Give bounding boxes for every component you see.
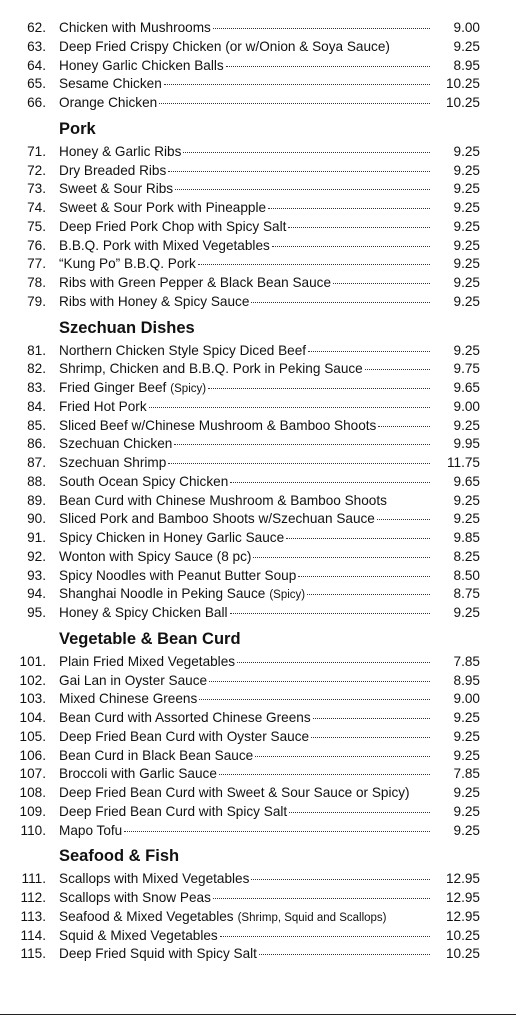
item-price: 8.95 <box>453 672 480 688</box>
menu-item-row <box>0 765 516 784</box>
dot-leader <box>286 538 430 539</box>
menu-item-row <box>0 143 516 162</box>
item-number: 113. <box>20 908 46 924</box>
item-name: Bean Curd with Chinese Mushroom & Bamboo Shoots <box>59 492 387 508</box>
item-price: 9.25 <box>453 417 480 433</box>
item-price: 9.25 <box>453 143 480 159</box>
item-price: 9.00 <box>453 691 480 707</box>
item-label <box>59 94 430 113</box>
item-price: 9.25 <box>453 38 480 54</box>
item-label <box>59 255 430 274</box>
menu-item-row <box>0 492 516 511</box>
dot-leader <box>159 103 430 104</box>
item-name: Shanghai Noodle in Peking Sauce <box>59 586 266 602</box>
item-number: 115. <box>20 946 46 962</box>
item-label <box>59 143 430 162</box>
item-price: 9.25 <box>453 511 480 527</box>
item-label <box>59 435 430 454</box>
menu-item-row <box>0 57 516 76</box>
item-name: Squid & Mixed Vegetables <box>59 927 218 943</box>
menu-item-row <box>0 529 516 548</box>
menu-item-row <box>0 454 516 473</box>
item-number: 92. <box>27 548 46 564</box>
item-name: South Ocean Spicy Chicken <box>59 473 229 489</box>
menu-item-row <box>0 417 516 436</box>
menu-item-row <box>0 803 516 822</box>
item-price: 9.25 <box>453 162 480 178</box>
menu-item-row <box>0 548 516 567</box>
menu-item-row <box>0 342 516 361</box>
dot-leader <box>230 482 430 483</box>
item-label <box>59 199 430 218</box>
item-price: 10.25 <box>445 76 480 92</box>
item-label <box>59 218 430 237</box>
menu-item-row <box>0 927 516 946</box>
item-price: 12.95 <box>445 890 480 905</box>
item-name: Dry Breaded Ribs <box>59 162 167 178</box>
menu-item-row <box>0 379 516 398</box>
menu-section <box>0 116 516 312</box>
item-name: Szechuan Shrimp <box>59 455 167 470</box>
item-number: 73. <box>27 181 46 197</box>
item-price: 9.25 <box>453 181 480 197</box>
item-name: “Kung Po” B.B.Q. Pork <box>59 256 196 272</box>
item-number: 83. <box>27 380 46 395</box>
dot-leader <box>268 208 430 209</box>
item-name: Sliced Beef w/Chinese Mushroom & Bamboo Shoots <box>59 417 377 433</box>
dot-leader <box>307 594 430 595</box>
item-label <box>59 38 430 57</box>
item-label <box>59 567 430 586</box>
dot-leader <box>208 388 430 389</box>
item-number: 78. <box>27 275 46 290</box>
item-label <box>59 747 430 766</box>
menu-item-row <box>0 75 516 94</box>
item-name: Orange Chicken <box>59 95 158 110</box>
menu-item-row <box>0 38 516 57</box>
item-price: 10.25 <box>445 946 480 962</box>
dot-leader <box>365 369 430 370</box>
item-price: 11.75 <box>446 455 480 470</box>
item-name: Deep Fried Bean Curd with Oyster Sauce <box>59 728 310 744</box>
item-price: 9.25 <box>453 710 480 725</box>
dot-leader <box>209 681 430 682</box>
item-name: Sweet & Sour Ribs <box>59 181 174 197</box>
item-label <box>59 342 430 361</box>
menu-item-row <box>0 604 516 623</box>
item-price: 8.75 <box>453 586 480 602</box>
item-price: 10.25 <box>445 927 480 943</box>
item-name: Sesame Chicken <box>59 76 162 92</box>
item-price: 9.25 <box>453 256 480 272</box>
section-heading: Seafood & Fish <box>59 847 180 866</box>
item-number: 88. <box>27 473 46 489</box>
item-label <box>59 927 430 946</box>
item-label <box>59 473 430 492</box>
dot-leader <box>183 152 430 153</box>
menu-item-row <box>0 360 516 379</box>
item-number: 110. <box>20 822 46 838</box>
item-name: Deep Fried Crispy Chicken (or w/Onion & Soya Sauce) <box>59 38 390 54</box>
item-name: Deep Fried Pork Chop with Spicy Salt <box>59 218 287 234</box>
item-number: 76. <box>27 237 46 253</box>
item-label <box>59 765 430 784</box>
menu-item-row <box>0 870 516 889</box>
item-number: 102. <box>19 672 46 688</box>
item-label <box>59 585 430 605</box>
menu-section <box>0 843 516 964</box>
item-note: (Spicy) <box>269 589 306 602</box>
dot-leader <box>289 812 430 813</box>
item-number: 93. <box>27 567 46 583</box>
item-number: 105. <box>19 728 46 744</box>
item-number: 86. <box>27 436 46 452</box>
item-number: 109. <box>19 803 46 819</box>
item-price: 12.95 <box>445 908 480 924</box>
item-price: 9.25 <box>453 275 480 290</box>
item-name: Honey Garlic Chicken Balls <box>59 57 224 73</box>
dot-leader <box>288 227 430 228</box>
section-heading: Vegetable & Bean Curd <box>59 629 241 648</box>
menu-item-row <box>0 889 516 908</box>
item-label <box>59 162 430 181</box>
item-number: 65. <box>27 76 46 92</box>
item-price: 9.25 <box>453 293 480 309</box>
item-price: 9.25 <box>453 747 480 763</box>
bottom-divider <box>0 1014 516 1015</box>
item-number: 62. <box>27 20 46 35</box>
item-number: 104. <box>19 710 46 725</box>
menu-item-row <box>0 672 516 691</box>
item-label <box>59 889 430 908</box>
dot-leader <box>251 879 430 880</box>
item-label <box>59 237 430 256</box>
item-number: 72. <box>27 162 46 178</box>
dot-leader <box>124 831 430 832</box>
item-price: 7.85 <box>453 766 480 782</box>
item-name: Sliced Pork and Bamboo Shoots w/Szechuan Sauce <box>59 511 375 527</box>
item-number: 64. <box>27 57 46 73</box>
item-name: Shrimp, Chicken and B.B.Q. Pork in Peking Sauce <box>59 361 363 377</box>
dot-leader <box>198 264 430 265</box>
dot-leader <box>378 426 430 427</box>
dot-leader <box>377 519 430 520</box>
item-price: 9.00 <box>453 20 480 35</box>
menu-item-row <box>0 784 516 803</box>
item-label <box>59 75 430 94</box>
section-heading: Pork <box>59 119 96 138</box>
item-price: 9.25 <box>453 728 480 744</box>
item-name: Spicy Noodles with Peanut Butter Soup <box>59 567 297 583</box>
item-name: Deep Fried Squid with Spicy Salt <box>59 946 257 962</box>
item-name: Gai Lan in Oyster Sauce <box>59 672 208 688</box>
item-number: 95. <box>27 605 46 620</box>
menu-item-row <box>0 473 516 492</box>
item-number: 106. <box>19 747 46 763</box>
item-name: Spicy Chicken in Honey Garlic Sauce <box>59 530 285 545</box>
item-label <box>59 454 430 473</box>
dot-leader <box>168 463 430 464</box>
item-label <box>59 180 430 199</box>
item-number: 82. <box>27 361 46 377</box>
item-number: 81. <box>27 342 46 358</box>
menu-page <box>0 19 516 964</box>
item-price: 9.25 <box>453 492 480 508</box>
item-price: 9.25 <box>453 803 480 819</box>
dot-leader <box>272 246 430 247</box>
item-label <box>59 379 430 399</box>
item-name: Bean Curd with Assorted Chinese Greens <box>59 710 311 725</box>
item-name: Fried Hot Pork <box>59 398 147 414</box>
dot-leader <box>298 576 430 577</box>
item-price: 7.85 <box>453 653 480 669</box>
dot-leader <box>308 351 430 352</box>
dot-leader <box>255 756 430 757</box>
item-number: 87. <box>27 455 46 470</box>
item-number: 111. <box>21 871 46 887</box>
item-number: 63. <box>27 38 46 54</box>
item-price: 9.00 <box>453 398 480 414</box>
item-name: Mapo Tofu <box>59 822 123 838</box>
item-price: 9.75 <box>453 361 480 377</box>
item-name: Deep Fried Bean Curd with Spicy Salt <box>59 803 288 819</box>
item-number: 89. <box>27 492 46 508</box>
menu-item-row <box>0 398 516 417</box>
item-label <box>59 529 430 548</box>
menu-item-row <box>0 567 516 586</box>
item-label <box>59 822 430 841</box>
menu-item-row <box>0 199 516 218</box>
item-price: 8.25 <box>453 548 480 564</box>
item-number: 85. <box>27 417 46 433</box>
menu-item-row <box>0 19 516 38</box>
dot-leader <box>168 171 430 172</box>
menu-item-row <box>0 585 516 604</box>
item-number: 77. <box>27 256 46 272</box>
item-name: Honey & Spicy Chicken Ball <box>59 605 228 620</box>
menu-item-row <box>0 293 516 312</box>
item-price: 8.50 <box>453 567 480 583</box>
item-label <box>59 417 430 436</box>
menu-item-row <box>0 274 516 293</box>
item-label <box>59 803 430 822</box>
item-label <box>59 784 430 803</box>
item-price: 9.25 <box>453 237 480 253</box>
item-name: Ribs with Green Pepper & Black Bean Sauce <box>59 275 332 290</box>
dot-leader <box>149 407 430 408</box>
menu-item-row <box>0 435 516 454</box>
item-label <box>59 870 430 889</box>
item-price: 9.95 <box>453 436 480 452</box>
item-price: 9.25 <box>453 822 480 838</box>
item-number: 112. <box>20 890 46 905</box>
item-number: 91. <box>27 530 46 545</box>
item-label <box>59 653 430 672</box>
item-name: Fried Ginger Beef <box>59 380 167 395</box>
menu-item-row <box>0 908 516 927</box>
item-name: Scallops with Snow Peas <box>59 890 211 905</box>
menu-item-row <box>0 709 516 728</box>
item-price: 9.25 <box>453 218 480 234</box>
item-label <box>59 510 430 529</box>
item-note: (Spicy) <box>170 383 207 395</box>
item-label <box>59 548 430 567</box>
item-price: 12.95 <box>445 871 480 887</box>
dot-leader <box>174 444 430 445</box>
dot-leader <box>230 613 431 614</box>
dot-leader <box>311 737 430 738</box>
item-number: 108. <box>19 785 46 800</box>
item-label <box>59 908 430 928</box>
item-name: Mixed Chinese Greens <box>59 691 198 707</box>
item-number: 90. <box>27 511 46 527</box>
menu-item-row <box>0 945 516 964</box>
dot-leader <box>213 28 430 29</box>
dot-leader <box>251 302 430 303</box>
menu-item-row <box>0 237 516 256</box>
item-price: 9.25 <box>453 200 480 215</box>
item-label <box>59 945 430 964</box>
item-label <box>59 398 430 417</box>
item-name: B.B.Q. Pork with Mixed Vegetables <box>59 237 270 253</box>
item-label <box>59 690 430 709</box>
item-label <box>59 360 430 379</box>
dot-leader <box>313 718 430 719</box>
dot-leader <box>213 898 430 899</box>
dot-leader <box>175 189 430 190</box>
menu-item-row <box>0 218 516 237</box>
menu-section <box>0 315 516 623</box>
item-label <box>59 709 430 728</box>
item-label <box>59 57 430 76</box>
menu-section <box>0 19 516 113</box>
item-name: Szechuan Chicken <box>59 436 173 452</box>
item-label <box>59 728 430 747</box>
item-number: 101. <box>19 653 46 669</box>
item-label <box>59 604 430 623</box>
dot-leader <box>220 936 430 937</box>
menu-item-row <box>0 690 516 709</box>
menu-item-row <box>0 747 516 766</box>
item-price: 9.25 <box>453 605 480 620</box>
item-price: 9.25 <box>453 785 480 800</box>
item-number: 107. <box>19 766 46 782</box>
dot-leader <box>259 954 430 955</box>
item-name: Scallops with Mixed Vegetables <box>59 871 250 887</box>
dot-leader <box>253 557 430 558</box>
item-number: 74. <box>27 200 46 215</box>
menu-item-row <box>0 728 516 747</box>
menu-item-row <box>0 822 516 841</box>
menu-item-row <box>0 94 516 113</box>
item-name: Wonton with Spicy Sauce (8 pc) <box>59 548 252 564</box>
item-note: (Shrimp, Squid and Scallops) <box>237 911 387 924</box>
item-name: Plain Fried Mixed Vegetables <box>59 653 236 669</box>
menu-section <box>0 626 516 841</box>
item-label <box>59 672 430 691</box>
item-number: 103. <box>19 691 46 707</box>
item-number: 94. <box>27 586 46 602</box>
dot-leader <box>164 84 430 85</box>
item-price: 9.85 <box>453 530 480 545</box>
item-number: 66. <box>27 95 46 110</box>
item-name: Ribs with Honey & Spicy Sauce <box>59 293 250 309</box>
dot-leader <box>333 283 430 284</box>
item-label <box>59 274 430 293</box>
item-name: Chicken with Mushrooms <box>59 20 211 35</box>
menu-item-row <box>0 180 516 199</box>
menu-item-row <box>0 255 516 274</box>
item-label <box>59 492 430 511</box>
item-number: 84. <box>27 398 46 414</box>
item-name: Broccoli with Garlic Sauce <box>59 766 217 782</box>
item-name: Bean Curd in Black Bean Sauce <box>59 747 254 763</box>
menu-item-row <box>0 653 516 672</box>
item-number: 71. <box>27 143 46 159</box>
dot-leader <box>219 774 430 775</box>
item-name: Sweet & Sour Pork with Pineapple <box>59 200 267 215</box>
item-name: Honey & Garlic Ribs <box>59 143 182 159</box>
dot-leader <box>199 699 430 700</box>
item-name: Seafood & Mixed Vegetables <box>59 908 234 924</box>
item-number: 114. <box>20 927 46 943</box>
menu-item-row <box>0 510 516 529</box>
section-heading: Szechuan Dishes <box>59 318 195 337</box>
item-price: 9.65 <box>453 473 480 489</box>
item-label <box>59 293 430 312</box>
item-price: 9.65 <box>453 380 480 395</box>
dot-leader <box>237 662 430 663</box>
item-number: 79. <box>27 293 46 309</box>
item-price: 10.25 <box>445 95 480 110</box>
item-label <box>59 19 430 38</box>
menu-item-row <box>0 162 516 181</box>
item-price: 8.95 <box>453 57 480 73</box>
dot-leader <box>226 66 430 67</box>
item-name: Deep Fried Bean Curd with Sweet & Sour Sauce or Spicy) <box>59 785 410 800</box>
item-price: 9.25 <box>453 342 480 358</box>
item-number: 75. <box>27 218 46 234</box>
item-name: Northern Chicken Style Spicy Diced Beef <box>59 342 307 358</box>
